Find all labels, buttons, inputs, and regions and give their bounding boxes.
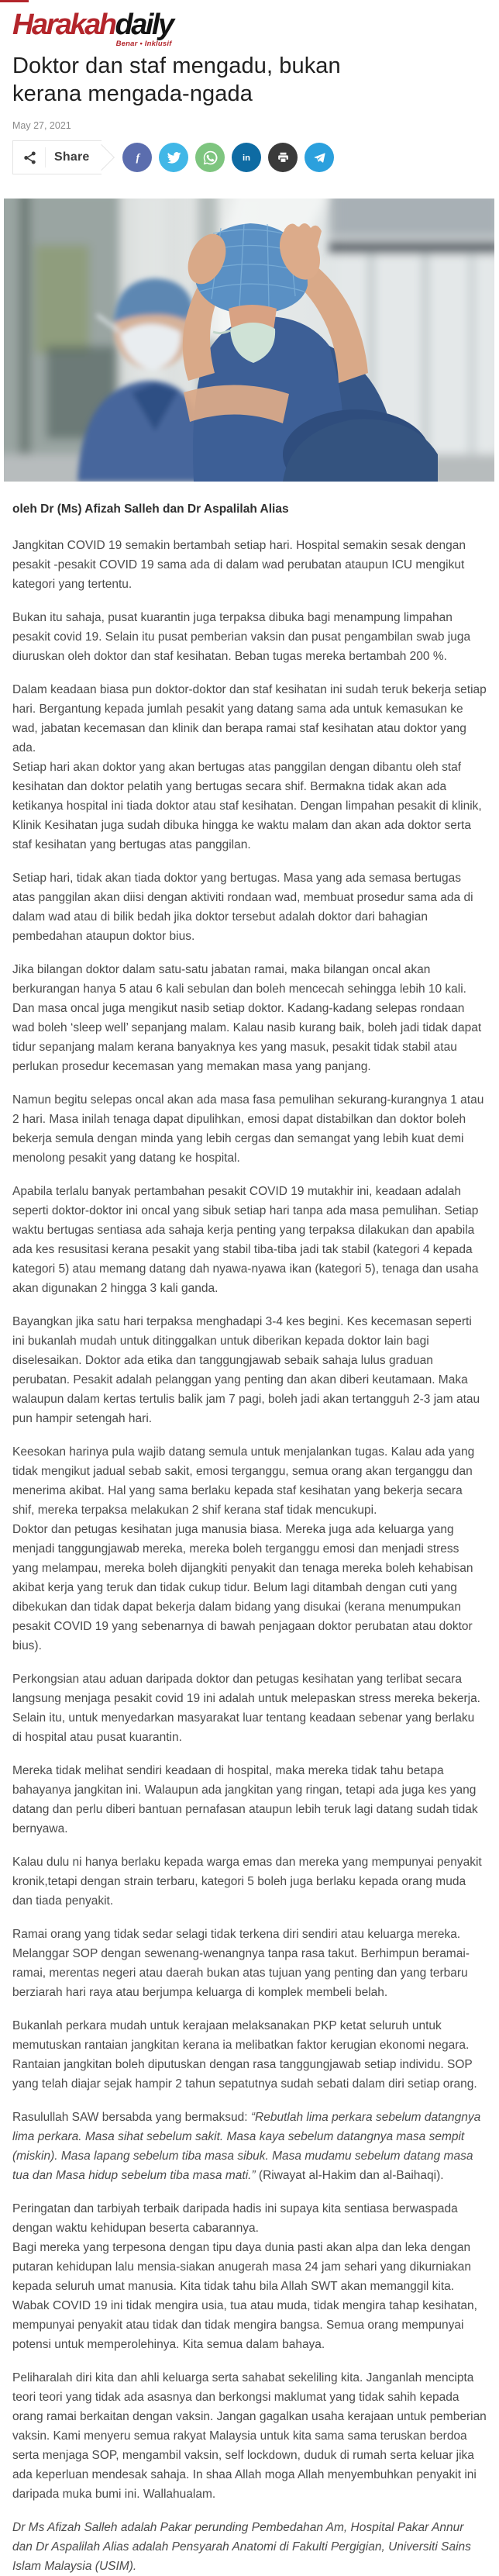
twitter-icon — [167, 150, 181, 165]
article-paragraph: Doktor dan petugas kesihatan juga manusia biasa. Mereka juga ada keluarga yang menjadi tanggungjawab mereka, mereka boleh terganggu emosi dan menjadi stress yang melampau, mereka boleh dijangkiti penyakit dan tenaga mereka boleh kehabisan akibat kerja yang teruk dan tidak cukup tidur. Belum lagi ditambah dengan cuti yang dibekukan dan tidak dapat bekerja dalam bidang yang disukai (kerana menumpukan pesakit COVID 19 yang sebenarnya di bawah penjagaan doktor perubatan atau doktor bius). — [12, 1523, 473, 1652]
linkedin-share-button[interactable] — [232, 143, 261, 172]
article-paragraph: Bukan itu sahaja, pusat kuarantin juga terpaksa dibuka bagi menampung limpahan pesakit covid 19. Selain itu pusat pemberian vaksin dan pusat pengambilan swab juga diuruskan oleh doktor dan staf kesihatan. Beban tugas mereka bertambah 200 %. — [12, 611, 471, 663]
svg-text:f: f — [136, 151, 140, 164]
page-title: Doktor dan staf mengadu, bukan kerana mengada-ngada — [12, 54, 341, 106]
article-paragraph: Perkongsian atau aduan daripada doktor dan petugas kesihatan yang terlibat secara langsung menjaga pesakit covid 19 ini adalah untuk melepaskan stress mereka bekerja. Selain itu, untuk menyedarkan masyarakat luar tentang keadaan sebenar yang berlaku di hospital atau pusat kuarantin. — [12, 1673, 480, 1744]
share-alt-icon — [22, 150, 37, 165]
article-paragraph: Dalam keadaan biasa pun doktor-doktor dan staf kesihatan ini sudah teruk bekerja setiap hari. Bergantung kepada jumlah pesakit yang datang sama ada untuk kemasukan ke wad, jabatan kecemasan dan klinik dan berapa ramai staf kesihatan atau doktor yang ada. — [12, 683, 487, 754]
article-paragraph: Jika bilangan doktor dalam satu-satu jabatan ramai, maka bilangan oncal akan berkurangan hanya 5 atau 6 kali sebulan dan boleh mencecah sehingga lebih 10 kali. Dan masa oncal juga mengikut nasib setiap doktor. Kadang-kadang selepas rondaan wad boleh ‘sleep well’ sepanjang malam. Kalau nasib kurang baik, boleh jadi tidak dapat tidur sepanjang malam kerana banyaknya kes yang masuk, pesakit tidak stabil atau perlukan prosedur kecemasan yang memakan masa yang panjang. — [12, 963, 482, 1073]
hero-image — [4, 199, 494, 482]
article-paragraph: Keesokan harinya pula wajib datang semula untuk menjalankan tugas. Kalau ada yang tidak mengikut jadual sebab sakit, emosi terganggu, semua orang akan terganggu dan menerima akibat. Hal yang sama berlaku kepada staf kesihatan yang bekerja secara shif, mereka terpaksa melakukan 2 shif kerana staf tidak mencukupi. — [12, 1445, 475, 1517]
article-date: May 27, 2021 — [12, 120, 71, 131]
telegram-icon — [312, 150, 327, 165]
whatsapp-icon — [202, 150, 219, 166]
share-circles — [122, 143, 341, 172]
svg-text:in: in — [243, 153, 251, 163]
article-paragraph: Setiap hari akan doktor yang akan bertugas atas panggilan dengan dibantu oleh staf kesihatan dan doktor pelatih yang bertugas secara shif. Bermakna tidak akan ada ketikanya hospital ini tiada doktor atau staf kesihatan. Dengan limpahan pesakit di klinik, Klinik Kesihatan juga sudah dibuka hingga ke waktu malam dan akan ada doktor serta staf kesihatan yang bertugas atas panggilan. — [12, 761, 482, 851]
share-button[interactable] — [12, 140, 102, 174]
article-paragraph: Apabila terlalu banyak pertambahan pesakit COVID 19 mutakhir ini, keadaan adalah seperti doktor-doktor ini oncal yang sibuk setiap hari tanpa ada masa pemulihan. Setiap waktu bertugas sentiasa ada sahaja kerja penting yang terpaksa dilakukan dan apabila ada kes resusitasi kerana pesakit yang stabil tiba-tiba jadi tak stabil (kategori 4 kepada kategori 5) atau memang datang dah nyawa-nyawa ikan (kategori 5), tenaga dan usaha akan digunakan 2 hingga 3 kali ganda. — [12, 1185, 479, 1295]
hadith-text: (Riwayat al-Hakim dan al-Baihaqi). — [255, 2169, 444, 2182]
article-paragraph: Namun begitu selepas oncal akan ada masa fasa pemulihan sekurang-kurangnya 1 atau 2 hari. Masa inilah tenaga dapat dipulihkan, emosi dapat distabilkan dan doktor boleh bekerja semula dengan minda yang lebih cergas dan semangat yang lebih kuat demi menolong pesakit yang datang ke hospital. — [12, 1093, 484, 1165]
article-byline: oleh Dr (Ms) Afizah Salleh dan Dr Aspalilah Alias — [12, 502, 289, 516]
logo-tagline: Benar • Inklusif — [115, 39, 172, 48]
facebook-icon — [129, 150, 145, 165]
logo-text-harakah: Harakah — [12, 9, 115, 41]
telegram-share-button[interactable] — [305, 143, 334, 172]
article-paragraph: Peliharalah diri kita dan ahli keluarga serta sahabat sekeliling kita. Janganlah mencipta teori teori yang tidak ada asasnya dan berkongsi maklumat yang tidak sahih kepada orang ramai berkaitan dengan vaksin. Jangan gagalkan usaha kerajaan untuk pemberian vaksin. Kami menyeru semua rakyat Malaysia untuk kita sama sama teruskan berdoa serta menjaga SOP, mengambil vaksin, self lockdown, duduk di rumah serta keluar jika ada keperluan mendesak sahaja. In shaa Allah moga Allah menyembuhkan penyakit ini daripada muka bumi ini. Wallahualam. — [12, 2371, 487, 2501]
logo-text-daily: daily — [115, 9, 173, 41]
share-row — [12, 140, 487, 175]
hadith-text: Rasulullah SAW bersabda yang bermaksud: — [12, 2111, 251, 2124]
hadith-quote: “Rebutlah lima perkara sebelum datangnya lima perkara. Masa sihat sebelum sakit. Masa kaya sebelum datangnya masa sempit (miskin). Masa lapang sebelum tiba masa sibuk. Masa mudamu sebelum datang masa tua dan Masa hidup sebelum tiba masa mati.” — [12, 2111, 481, 2182]
article-paragraph: Peringatan dan tarbiyah terbaik daripada hadis ini supaya kita sentiasa berwaspada dengan waktu kehidupan beserta cabarannya. — [12, 2202, 458, 2235]
article-paragraph: Dr Ms Afizah Salleh adalah Pakar perunding Pembedahan Am, Hospital Pakar Annur dan Dr Aspalilah Alias adalah Pensyarah Anatomi di Fakulti Pergigian, Universiti Sains Islam Malaysia (USIM). — [12, 2521, 471, 2573]
article-paragraph: Bayangkan jika satu hari terpaksa menghadapi 3-4 kes begini. Kes kecemasan seperti ini bukanlah mudah untuk ditinggalkan untuk diberikan kepada doktor lain bagi diselesaikan. Doktor ada etika dan tanggungjawab sebaik sahaja lulus graduan perubatan. Pesakit adalah pelanggan yang penting dan akan diberi keutamaan. Maka walaupun dalam kertas tertulis balik jam 7 pagi, boleh jadi akan tertangguh 2-3 jam atau pun hampir setengah hari. — [12, 1315, 480, 1425]
article-paragraph: Setiap hari, tidak akan tiada doktor yang bertugas. Masa yang ada semasa bertugas atas panggilan akan diisi dengan aktiviti rondaan wad, membuat prosedur sama ada di dalam wad atau di bilik bedah jika doktor tersebut adalah doktor dari bahagian pembedahan ataupun doktor bius. — [12, 872, 473, 943]
top-edge-accent — [0, 0, 29, 2]
print-icon — [276, 150, 291, 165]
article-paragraph: Bukanlah perkara mudah untuk kerajaan melaksanakan PKP ketat seluruh untuk memutuskan rantaian jangkitan kerana ia melibatkan faktor kerugian ekonomi negara. Rantaian jangkitan boleh diputuskan dengan rasa tanggungjawab setiap individu. SOP yang telah diajar sejak hampir 2 tahun sepatutnya sudah sebati dalam diri setiap orang. — [12, 2019, 477, 2091]
article-paragraph: Mereka tidak melihat sendiri keadaan di hospital, maka mereka tidak tahu betapa bahayanya jangkitan ini. Walaupun ada jangkitan yang ringan, tetapi ada juga kes yang datang dan perlu diberi bantuan pernafasan ataupun lebih teruk lagi datang sudah tidak bernyawa. — [12, 1764, 478, 1835]
article-paragraph: Bagi mereka yang terpesona dengan tipu daya dunia pasti akan alpa dan leka dengan putaran kehidupan lalu mensia-siakan anugerah masa 24 jam sehari yang dikurniakan kepada seluruh umat manusia. Kita tidak tahu bila Allah SWT akan memanggil kita. Wabak COVID 19 ini tidak mengira usia, tua atau muda, tidak mengira tahap kesihatan, mempunyai penyakit atau tidak dan tidak mengira bangsa. Semua orang mempunyai potensi untuk memperolehinya. Kita semua dalam bahaya. — [12, 2241, 477, 2351]
article-body — [12, 536, 487, 2576]
print-share-button[interactable] — [268, 143, 298, 172]
linkedin-icon — [239, 150, 254, 165]
article-paragraph: Kalau dulu ni hanya berlaku kepada warga emas dan mereka yang mempunyai penyakit kronik,tetapi dengan strain terbaru, kategori 5 boleh juga berlaku kepada orang muda dan tiada penyakit. — [12, 1856, 482, 1908]
site-logo[interactable] — [12, 9, 173, 48]
whatsapp-share-button[interactable] — [195, 143, 225, 172]
article-paragraph — [12, 2108, 487, 2185]
share-button-divider — [45, 147, 46, 167]
article-paragraph: Jangkitan COVID 19 semakin bertambah setiap hari. Hospital semakin sesak dengan pesakit -pesakit COVID 19 sama ada di dalam wad perubatan ataupun ICU mengikut kategori yang tertentu. — [12, 539, 466, 591]
article-paragraph: Ramai orang yang tidak sedar selagi tidak terkena diri sendiri atau keluarga mereka. Melanggar SOP dengan sewenang-wenangnya tanpa rasa takut. Berhimpun beramai-ramai, merentas negeri atau daerah bukan atas tujuan yang penting dan yang terbaru berziarah hari raya atau berjumpa keluarga di komplek membeli belah. — [12, 1928, 470, 1999]
twitter-share-button[interactable] — [159, 143, 188, 172]
facebook-share-button[interactable] — [122, 143, 152, 172]
share-button-label: Share — [54, 150, 90, 164]
